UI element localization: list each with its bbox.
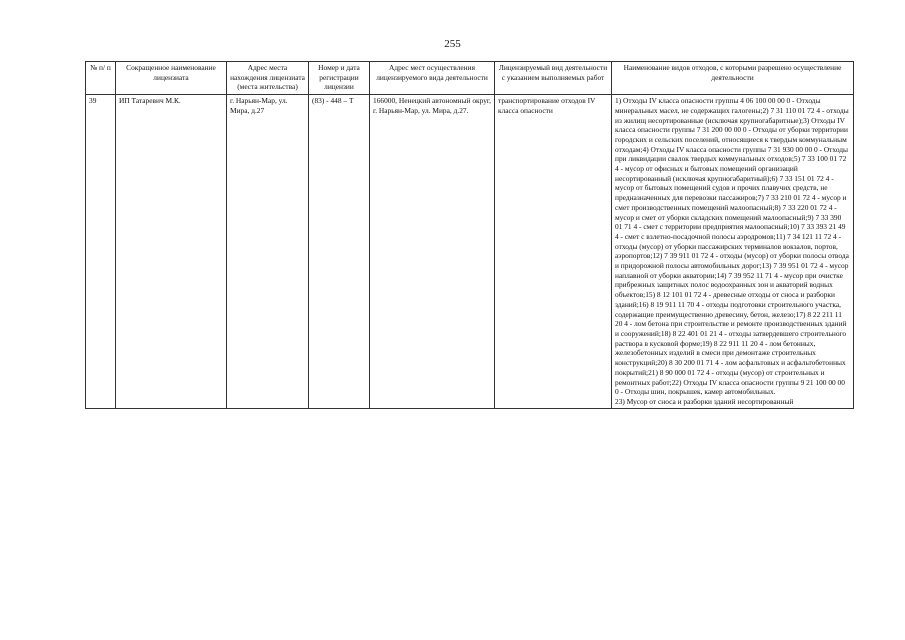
header-license-number: Номер и дата регистрации лицензии xyxy=(309,62,370,95)
license-table xyxy=(85,61,854,409)
waste-list-text: 1) Отходы IV класса опасности группы 4 06 100 00 00 0 - Отходы минеральных масел, не содержащих галогены;2) 7 31 110 01 72 4 - отходы из жилищ несортированные (исключая крупногабаритные);3) Отходы IV класса опасности группы 7 31 200 00 00 0 - Отходы от уборки территории городских и сельских поселений, относящиеся к твердым коммунальным отходам;4) Отходы IV класса опасности группы 7 31 930 00 00 0 - Отходы при ликвидации свалок твердых коммунальных отходов;5) 7 33 100 01 72 4 - мусор от офисных и бытовых помещений организаций несортированный (исключая крупногабаритный);6) 7 33 151 01 72 4 - мусор от бытовых помещений судов и прочих плавучих средств, не предназначенных для перевозки пассажиров;7) 7 33 210 01 72 4 - мусор и смет производственных помещений малоопасный;8) 7 33 220 01 72 4 - мусор и смет от уборки складских помещений малоопасный;9) 7 33 390 01 71 4 - смет с территории предприятия малоопасный;10) 7 33 393 21 49 4 - смет с взлетно-посадочной полосы аэродромов;11) 7 34 121 11 72 4 - отходы (мусор) от уборки пассажирских терминалов вокзалов, портов, аэропортов;12) 7 39 911 01 72 4 - отходы (мусор) от уборки полосы отвода и придорожной полосы автомобильных дорог;13) 7 39 951 01 72 4 - мусор наплавной от уборки акватории;14) 7 39 952 11 71 4 - мусор при очистке прибрежных защитных полос водоохранных зон и акваторий водных объектов;15) 8 12 101 01 72 4 - древесные отходы от сноса и разборки зданий;16) 8 19 911 11 70 4 - отходы подготовки строительного участка, содержащие преимущественно древесину, бетон, железо;17) 8 22 211 11 20 4 - лом бетона при строительстве и ремонте производственных зданий и сооружений;18) 8 22 401 01 21 4 - отходы затвердевшего строительного раствора в кусковой форме;19) 8 22 911 11 20 4 - лом бетонных, железобетонных изделий в смеси при демонтаже строительных конструкций;20) 8 30 200 01 71 4 - лом асфальтовых и асфальтобетонных покрытий;21) 8 90 000 01 72 4 - отходы (мусор) от строительных и ремонтных работ;22) Отходы IV класса опасности группы 9 21 100 00 00 0 - Отходы шин, покрышек, камер автомобильных. xyxy=(615,96,849,397)
cell-licensee-name: ИП Татаревич М.К. xyxy=(116,95,227,409)
cell-activity-address: 166000, Ненецкий автономный округ, г. Нарьян-Мар, ул. Мира, д.27. xyxy=(370,95,495,409)
cell-licensee-address: г. Нарьян-Мар, ул. Мира, д.27 xyxy=(227,95,309,409)
table-row xyxy=(86,95,854,409)
page-number: 255 xyxy=(444,38,461,50)
header-number: № п/ п xyxy=(86,62,116,95)
table-header-row xyxy=(86,62,854,95)
cell-license-number: (83) - 448 – Т xyxy=(309,95,370,409)
waste-list-last-item: 23) Мусор от сноса и разборки зданий несортированный xyxy=(615,396,794,406)
header-activity-type: Лицензируемый вид деятельности с указанием выполняемых работ xyxy=(495,62,612,95)
cell-number: 39 xyxy=(86,95,116,409)
header-activity-address: Адрес мест осуществления лицензируемого вида деятельности xyxy=(370,62,495,95)
header-licensee-name: Сокращенное наименование лицензиата xyxy=(116,62,227,95)
cell-waste-types xyxy=(612,95,854,409)
cell-activity-type: транспортирование отходов IV класса опасности xyxy=(495,95,612,409)
header-licensee-address: Адрес места нахождения лицензиата (места жительства) xyxy=(227,62,309,95)
header-waste-types: Наименование видов отходов, с которыми разрешено осуществление деятельности xyxy=(612,62,854,95)
